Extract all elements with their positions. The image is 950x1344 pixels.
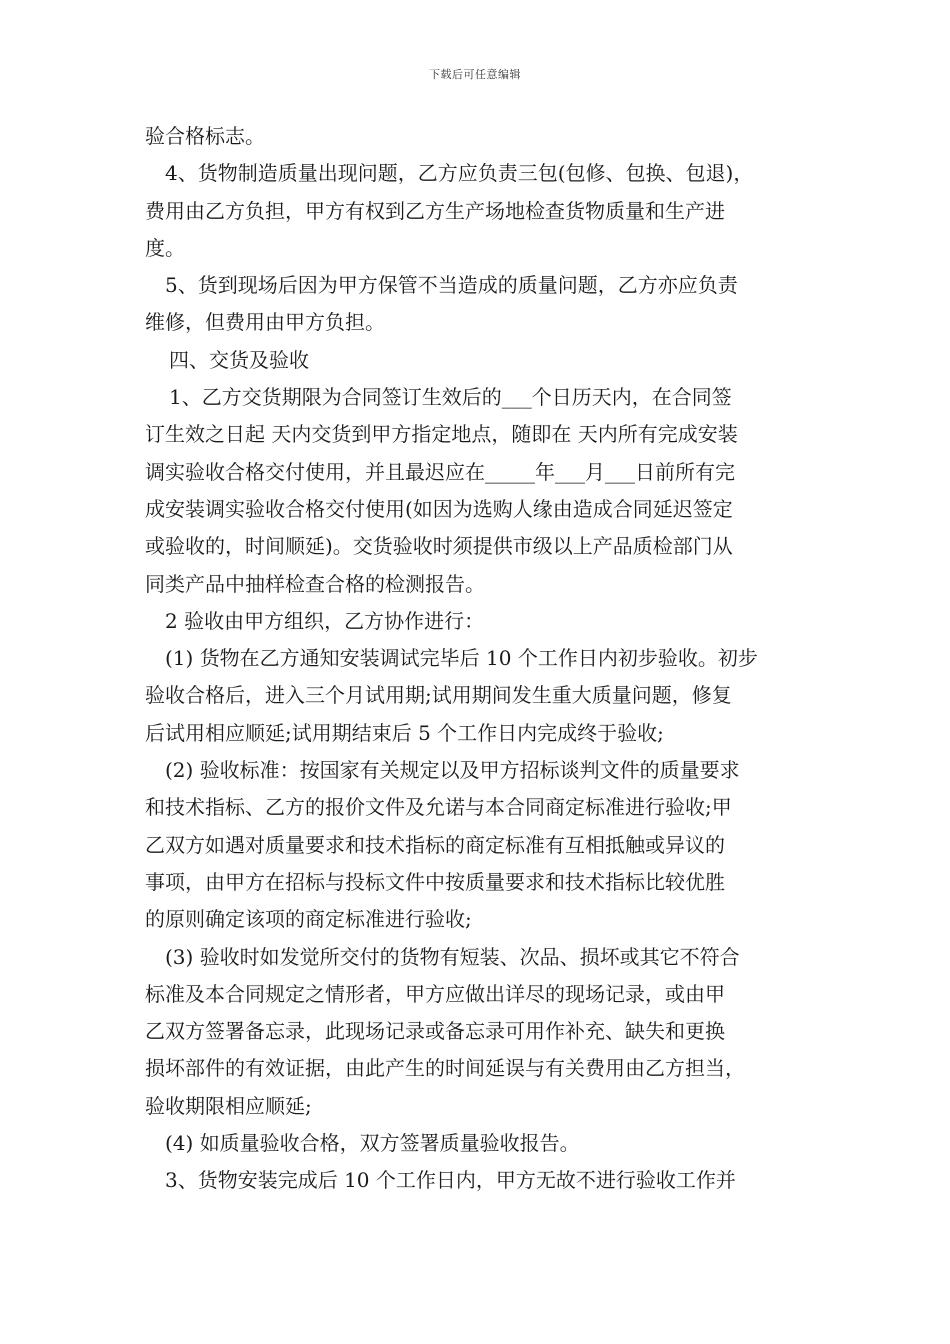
- text-line: 或验收的，时间顺延)。交货验收时须提供市级以上产品质检部门从: [145, 534, 733, 559]
- text-line: 乙双方签署备忘录，此现场记录或备忘录可用作补充、缺失和更换: [145, 1019, 725, 1044]
- text-line: 乙双方如遇对质量要求和技术指标的商定标准有互相抵触或异议的: [145, 832, 725, 857]
- text-line: 成安装调实验收合格交付使用(如因为选购人缘由造成合同延迟签定: [145, 496, 733, 521]
- text-line: 度。: [145, 235, 185, 260]
- text-line: 5、货到现场后因为甲方保管不当造成的质量问题，乙方亦应负责: [165, 273, 738, 298]
- text-line: 1、乙方交货期限为合同签订生效后的___个日历天内，在合同签: [169, 385, 732, 410]
- text-line: 和技术指标、乙方的报价文件及允诺与本合同商定标准进行验收;甲: [145, 795, 732, 820]
- text-line: (3) 验收时如发觉所交付的货物有短装、次品、损坏或其它不符合: [165, 944, 740, 969]
- text-line: (1) 货物在乙方通知安装调试完毕后 10 个工作日内初步验收。初步: [165, 646, 758, 671]
- text-line: 维修，但费用由甲方负担。: [145, 310, 385, 335]
- text-line: 损坏部件的有效证据，由此产生的时间延误与有关费用由乙方担当，: [145, 1056, 745, 1081]
- text-line: 后试用相应顺延;试用期结束后 5 个工作日内完成终于验收;: [145, 720, 664, 745]
- text-line: 验收期限相应顺延;: [145, 1093, 312, 1118]
- text-line: 2 验收由甲方组织，乙方协作进行：: [165, 608, 485, 633]
- text-line: 调实验收合格交付使用，并且最迟应在_____年___月___日前所有完: [145, 459, 735, 484]
- text-line: 事项，由甲方在招标与投标文件中按质量要求和技术指标比较优胜: [145, 869, 725, 894]
- text-line: 3、货物安装完成后 10 个工作日内，甲方无故不进行验收工作并: [165, 1168, 736, 1193]
- page-header: 下载后可任意编辑: [429, 68, 521, 81]
- text-line: 同类产品中抽样检查合格的检测报告。: [145, 571, 485, 596]
- text-line: (4) 如质量验收合格，双方签署质量验收报告。: [165, 1131, 580, 1156]
- text-line: 四、交货及验收: [169, 347, 309, 372]
- text-line: 验收合格后，进入三个月试用期;试用期间发生重大质量问题，修复: [145, 683, 732, 708]
- text-line: 4、货物制造质量出现问题，乙方应负责三包(包修、包换、包退)，: [165, 161, 754, 186]
- text-line: 验合格标志。: [145, 124, 265, 148]
- document-body: [145, 118, 817, 1200]
- text-line: 标准及本合同规定之情形者，甲方应做出详尽的现场记录，或由甲: [145, 981, 725, 1006]
- text-line: 费用由乙方负担，甲方有权到乙方生产场地检查货物质量和生产进: [145, 198, 725, 223]
- text-line: 订生效之日起 天内交货到甲方指定地点，随即在 天内所有完成安装: [145, 422, 738, 447]
- text-line: 的原则确定该项的商定标准进行验收;: [145, 907, 472, 932]
- text-line: (2) 验收标准：按国家有关规定以及甲方招标谈判文件的质量要求: [165, 758, 740, 783]
